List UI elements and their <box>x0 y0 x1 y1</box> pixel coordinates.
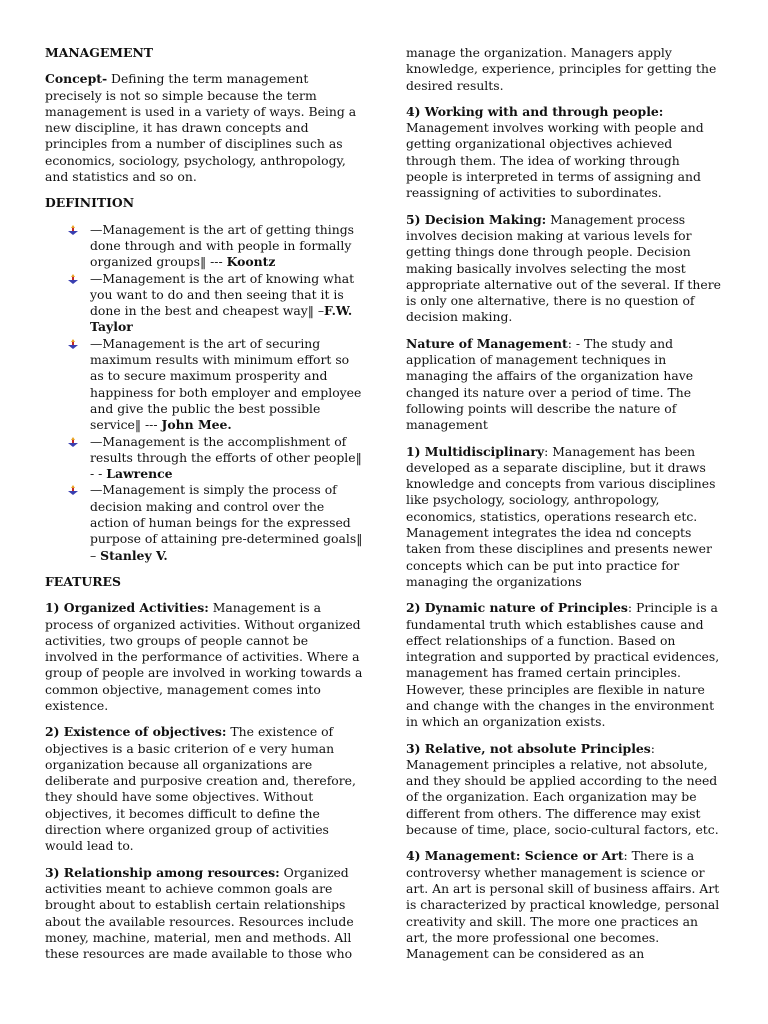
nature-point-label: 2) Dynamic nature of Principles <box>406 600 628 616</box>
feature-paragraph <box>45 724 363 854</box>
definition-text: —Management is the art of knowing what you want to do and then seeing that it is done in the best and cheapest way‖ – <box>90 270 355 319</box>
definition-text: —Management is the art of getting things done through and with people in formally organized groups‖ --- <box>90 221 355 270</box>
nature-text: : - The study and application of management techniques in managing the affairs of the organization have changed its nature over a period of time. The following points will describe the nature of management <box>406 335 694 433</box>
feature-label: 5) Decision Making: <box>406 211 547 227</box>
definition-author: Koontz <box>226 254 276 270</box>
definition-item <box>90 222 363 271</box>
nature-point-paragraph <box>406 444 724 591</box>
nature-point-label: 3) Relative, not absolute Principles <box>406 740 651 756</box>
nature-point-text: : There is a controversy whether management is science or art. An art is personal skill of business affairs. Art is characterized by practical knowledge, personal creativity and skill. The more one practices an art, the more professional one becomes. Management can be considered as an <box>406 848 720 962</box>
nature-point-text: : Principle is a fundamental truth which establishes cause and effect relationships of a function. Based on integration and supported by practical evidences, management has framed certain principles. However, these principles are flexible in nature and change with the changes in the environment in which an organization exists. <box>406 600 720 730</box>
feature-paragraph <box>45 865 363 963</box>
definition-heading: DEFINITION <box>45 195 135 211</box>
feature-paragraph <box>45 600 363 714</box>
feature-text: Management involves working with people and getting organizational objectives achieved through them. The idea of working through people is interpreted in terms of assigning and reassigning of activities to subordinates. <box>406 120 704 201</box>
nature-paragraph <box>406 336 724 434</box>
left-column <box>45 45 363 972</box>
arrow-bullet-icon <box>68 339 78 349</box>
definition-author: John Mee. <box>161 417 232 433</box>
nature-label: Nature of Management <box>406 335 568 351</box>
arrow-bullet-icon <box>68 485 78 495</box>
definition-item <box>90 336 363 434</box>
continuation-paragraph: manage the organization. Managers apply knowledge, experience, principles for getting the desired results. <box>406 45 717 93</box>
definition-author: Lawrence <box>106 466 173 482</box>
nature-point-text: : Management principles a relative, not absolute, and they should be applied according to the need of the organization. Each organization may be different from others. The difference may exist because of time, place, socio-cultural factors, etc. <box>406 740 719 838</box>
arrow-bullet-icon <box>68 274 78 284</box>
definition-text: —Management is the accomplishment of results through the efforts of other people‖ - - <box>90 433 362 482</box>
concept-paragraph <box>45 71 363 185</box>
definition-list <box>45 222 363 564</box>
feature-paragraph <box>406 212 724 326</box>
feature-paragraph <box>406 104 724 202</box>
feature-text: Management process involves decision making at various levels for getting things done through people. Decision making basically involves selecting the most appropriate alternative out of the several. If there is only one alternative, there is no question of decision making. <box>406 211 721 325</box>
feature-label: 2) Existence of objectives: <box>45 724 227 740</box>
definition-item <box>90 271 363 336</box>
arrow-bullet-icon <box>68 437 78 447</box>
nature-point-text: : Management has been developed as a separate discipline, but it draws knowledge and concepts from various disciplines like psychology, sociology, anthropology, economics, statistics, operations research etc. Management integrates the idea nd concepts taken from these disciplines and presents newer concepts which can be put into practice for managing the organizations <box>406 443 716 589</box>
definition-author: F.W. Taylor <box>90 303 353 335</box>
feature-text: Management is a process of organized activities. Without organized activities, two groups of people cannot be involved in the performance of activities. Where a group of people are involved in working towards a common objective, management comes into existence. <box>45 600 363 713</box>
nature-point-paragraph <box>406 741 724 839</box>
concept-label: Concept- <box>45 71 108 87</box>
definition-author: Stanley V. <box>100 547 168 563</box>
nature-point-paragraph <box>406 600 724 730</box>
definition-item <box>90 482 363 563</box>
arrow-bullet-icon <box>68 225 78 235</box>
definition-item <box>90 434 363 483</box>
feature-text: Organized activities meant to achieve common goals are brought about to establish certain relationships about the available resources. Resources include money, machine, material, men and methods. All these resources are made available to those who <box>45 864 354 962</box>
feature-label: 4) Working with and through people: <box>406 103 664 119</box>
document-title: MANAGEMENT <box>45 45 154 60</box>
concept-text: Defining the term management precisely is not so simple because the term management is used in a variety of ways. Being a new discipline, it has drawn concepts and principles from a number of disciplines such as economics, sociology, psychology, anthropology, and statistics and so on. <box>45 71 357 185</box>
right-column <box>406 45 724 972</box>
feature-label: 1) Organized Activities: <box>45 600 209 616</box>
nature-point-label: 4) Management: Science or Art <box>406 848 624 864</box>
features-heading: FEATURES <box>45 573 121 589</box>
nature-point-paragraph <box>406 848 724 962</box>
definition-text: —Management is the art of securing maximum results with minimum effort so as to secure maximum prosperity and happiness for both employer and employee and give the public the best possible service‖ --- <box>90 335 362 433</box>
definition-text: —Management is simply the process of decision making and control over the action of human beings for the expressed purpose of attaining pre-determined goals‖ – <box>90 482 363 563</box>
feature-label: 3) Relationship among resources: <box>45 864 280 880</box>
nature-point-label: 1) Multidisciplinary <box>406 443 545 459</box>
feature-text: The existence of objectives is a basic criterion of e very human organization because all organizations are deliberate and purposive creation and, therefore, they should have some objectives. Without objectives, it becomes difficult to define the direction where organized group of activities would lead to. <box>45 724 356 854</box>
